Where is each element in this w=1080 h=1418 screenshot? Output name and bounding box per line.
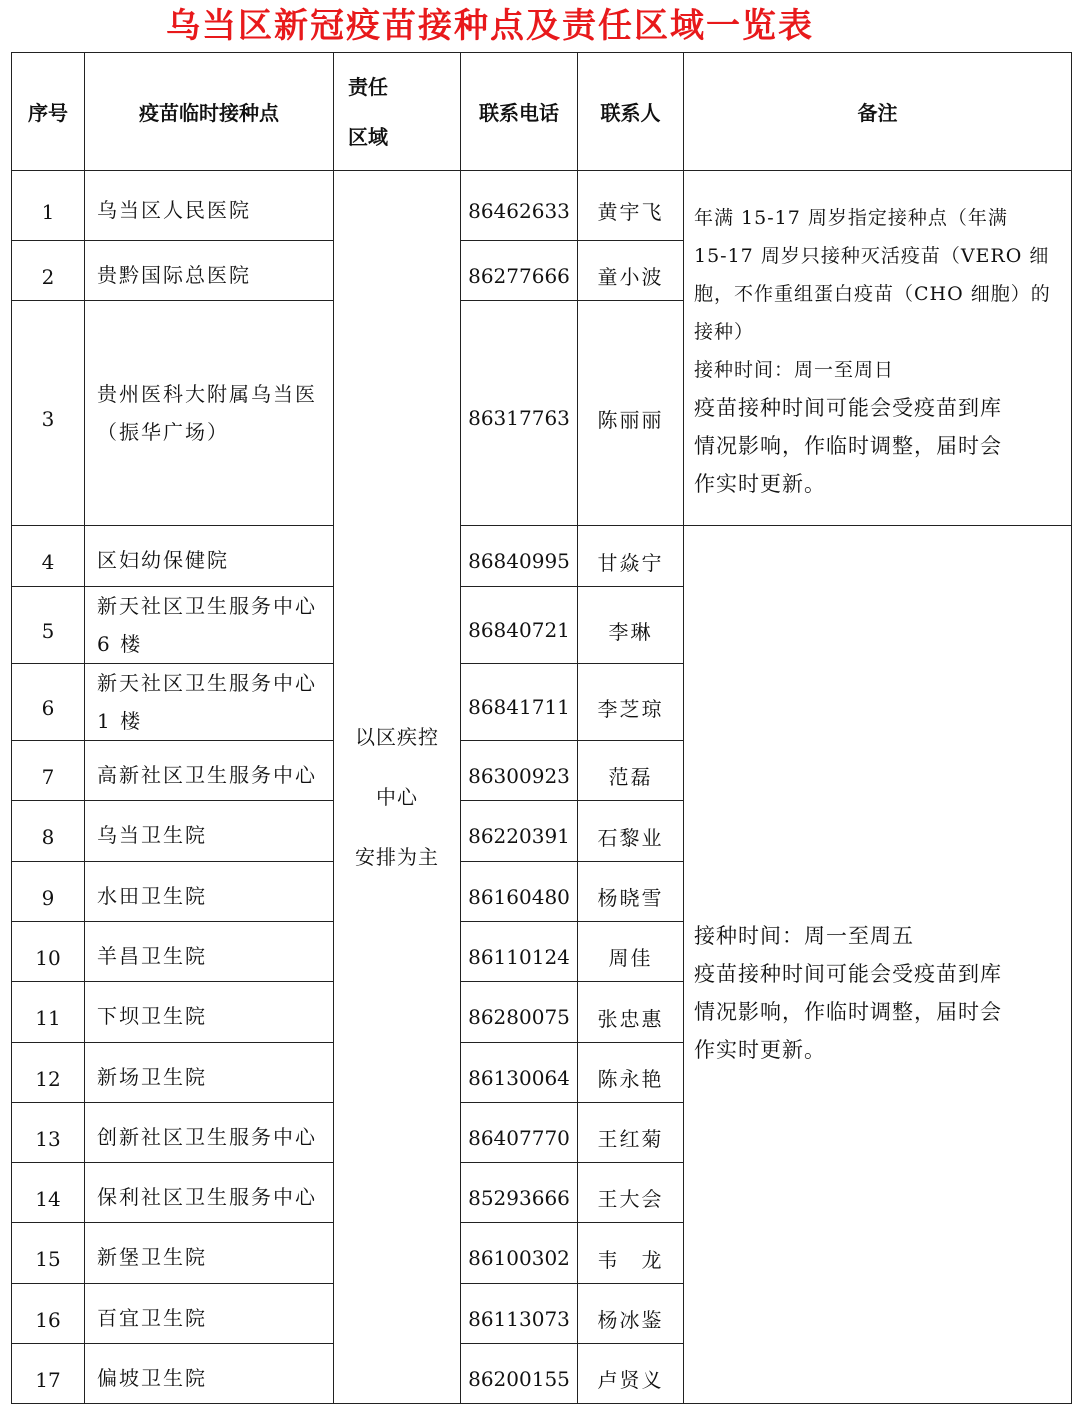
site-name [85,1223,334,1284]
row-number: 5 [12,587,85,664]
site-name-line1: 新场卫生院 [97,1064,207,1089]
contact-person: 李芝琼 [578,664,684,741]
header-area-line1: 责任 [348,74,388,99]
header-contact: 联系人 [578,53,684,171]
site-name-line2: 6 楼 [97,632,143,656]
site-name [85,741,334,801]
site-name-line1: 下坝卫生院 [97,1004,207,1028]
site-name-line1: 水田卫生院 [97,883,207,908]
contact-phone: 86462633 [461,171,578,241]
area-line2: 中心 [376,785,418,809]
note-first-line7: 情况影响，作临时调整，届时会 [694,434,1002,458]
contact-phone: 86277666 [461,241,578,301]
note-first-line3: 胞，不作重组蛋白疫苗（CHO 细胞）的 [694,283,1051,305]
header-area [334,53,461,171]
row-number: 3 [12,301,85,526]
contact-phone: 86130064 [461,1043,578,1103]
contact-phone: 86110124 [461,922,578,982]
contact-phone: 86841711 [461,664,578,741]
table-row [12,526,1072,587]
site-name-line1: 乌当卫生院 [97,823,207,847]
responsibility-area [334,171,461,1404]
contact-person: 韦 龙 [578,1223,684,1284]
site-name-line1: 高新社区卫生服务中心 [97,762,317,787]
area-line3: 安排为主 [355,845,439,869]
header-note: 备注 [684,53,1072,171]
note-second-line4: 作实时更新。 [694,1037,826,1062]
row-number: 15 [12,1223,85,1284]
row-number: 9 [12,862,85,922]
contact-person: 王大会 [578,1163,684,1223]
contact-phone: 85293666 [461,1163,578,1223]
row-number: 6 [12,664,85,741]
table-body [12,171,1072,1404]
site-name-line1: 偏坡卫生院 [97,1365,207,1390]
row-number: 2 [12,241,85,301]
note-first-line1: 年满 15-17 周岁指定接种点（年满 [694,207,1008,229]
contact-phone: 86280075 [461,982,578,1043]
contact-person: 王红菊 [578,1103,684,1163]
site-name [85,664,334,741]
note-first-line6: 疫苗接种时间可能会受疫苗到库 [694,396,1002,420]
contact-phone: 86200155 [461,1344,578,1404]
area-line1: 以区疾控 [355,725,439,749]
vaccination-sites-table [11,52,1072,1404]
site-name-line1: 百宜卫生院 [97,1305,207,1330]
contact-phone: 86300923 [461,741,578,801]
note-first-line5: 接种时间：周一至周日 [694,359,895,381]
site-name [85,587,334,664]
note-second-line1: 接种时间：周一至周五 [694,923,914,948]
site-name [85,922,334,982]
note-second-line3: 情况影响，作临时调整，届时会 [694,999,1002,1024]
site-name-line1: 创新社区卫生服务中心 [97,1124,317,1149]
row-number: 4 [12,526,85,587]
contact-phone: 86840721 [461,587,578,664]
site-name-line1: 乌当区人民医院 [97,197,251,222]
contact-person: 周佳 [578,922,684,982]
contact-phone: 86840995 [461,526,578,587]
contact-person: 石黎业 [578,801,684,862]
row-number: 1 [12,171,85,241]
site-name-line1: 新天社区卫生服务中心 [97,671,317,695]
contact-person: 李琳 [578,587,684,664]
contact-phone: 86100302 [461,1223,578,1284]
header-no: 序号 [12,53,85,171]
row-number: 13 [12,1103,85,1163]
site-name [85,526,334,587]
site-name [85,862,334,922]
row-number: 11 [12,982,85,1043]
site-name [85,241,334,301]
site-name [85,1163,334,1223]
site-name [85,301,334,526]
site-name-line1: 羊昌卫生院 [97,943,207,968]
site-name [85,1103,334,1163]
site-name [85,982,334,1043]
row-number: 10 [12,922,85,982]
note-first-line8: 作实时更新。 [694,472,826,496]
header-phone: 联系电话 [461,53,578,171]
site-name-line1: 区妇幼保健院 [97,548,229,572]
note-second-line2: 疫苗接种时间可能会受疫苗到库 [694,961,1002,986]
contact-phone: 86407770 [461,1103,578,1163]
table-row [12,171,1072,241]
contact-phone: 86317763 [461,301,578,526]
row-number: 12 [12,1043,85,1103]
row-number: 8 [12,801,85,862]
page-title: 乌当区新冠疫苗接种点及责任区域一览表 [166,6,814,46]
contact-phone: 86220391 [461,801,578,862]
row-number: 17 [12,1344,85,1404]
site-name [85,1043,334,1103]
note-first-line2: 15-17 周岁只接种灭活疫苗（VERO 细 [694,245,1050,267]
site-name [85,801,334,862]
contact-person: 黄宇飞 [578,171,684,241]
contact-person: 陈永艳 [578,1043,684,1103]
site-name-line1: 新天社区卫生服务中心 [97,594,317,618]
note-general-sites [684,526,1072,1404]
row-number: 14 [12,1163,85,1223]
contact-person: 杨晓雪 [578,862,684,922]
site-name-line1: 保利社区卫生服务中心 [97,1184,317,1209]
site-name-line2: 1 楼 [97,709,143,733]
site-name [85,1284,334,1344]
contact-person: 甘焱宁 [578,526,684,587]
header-area-line2: 区域 [348,124,388,149]
row-number: 7 [12,741,85,801]
contact-person: 童小波 [578,241,684,301]
site-name-line2: （振华广场） [97,420,229,444]
contact-phone: 86160480 [461,862,578,922]
contact-person: 范磊 [578,741,684,801]
site-name-line1: 贵州医科大附属乌当医 [97,382,317,406]
note-designated-site [684,171,1072,526]
header-row [12,53,1072,171]
contact-person: 张忠惠 [578,982,684,1043]
site-name-line1: 新堡卫生院 [97,1245,207,1269]
row-number: 16 [12,1284,85,1344]
header-site: 疫苗临时接种点 [85,53,334,171]
contact-person: 杨冰鉴 [578,1284,684,1344]
contact-phone: 86113073 [461,1284,578,1344]
site-name [85,1344,334,1404]
contact-person: 卢贤义 [578,1344,684,1404]
site-name-line1: 贵黔国际总医院 [97,262,251,287]
site-name [85,171,334,241]
note-first-line4: 接种） [694,321,755,343]
contact-person: 陈丽丽 [578,301,684,526]
